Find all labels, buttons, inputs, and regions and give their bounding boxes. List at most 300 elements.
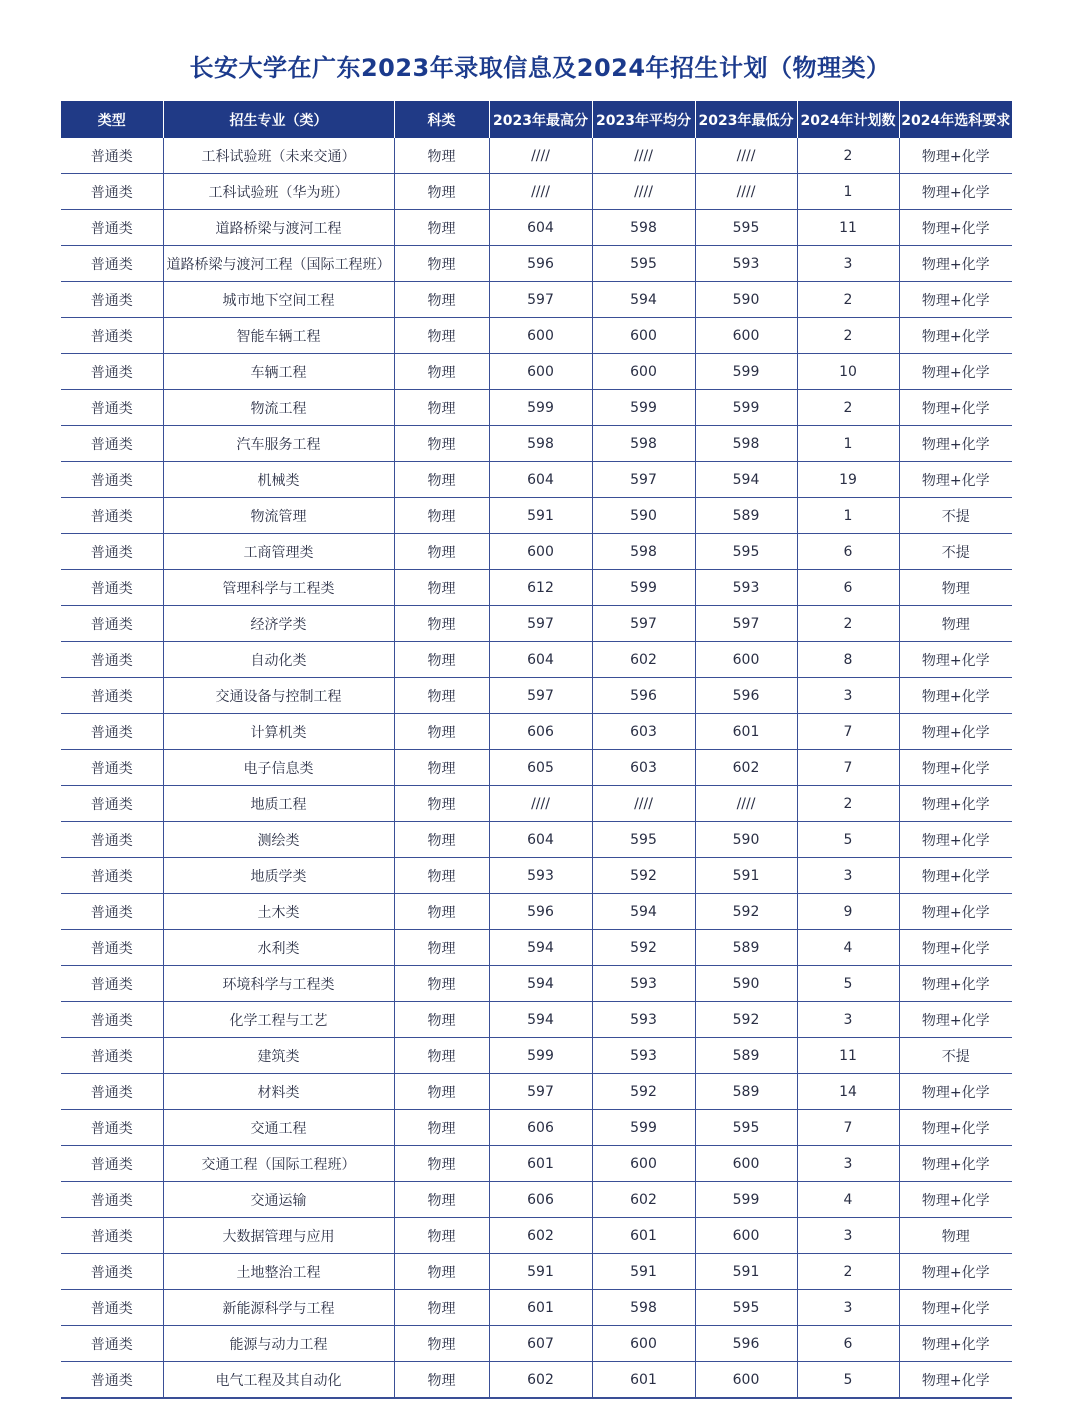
max-score-cell: 596 bbox=[489, 246, 592, 282]
requirement-cell: 物理+化学 bbox=[899, 1254, 1012, 1290]
type-cell: 普通类 bbox=[61, 282, 163, 318]
subject-cell: 物理 bbox=[394, 642, 489, 678]
min-score-cell: 602 bbox=[695, 750, 797, 786]
table-row bbox=[61, 246, 1012, 282]
table-row bbox=[61, 894, 1012, 930]
type-cell: 普通类 bbox=[61, 1038, 163, 1074]
avg-score-cell: 598 bbox=[592, 210, 695, 246]
major-cell: 管理科学与工程类 bbox=[163, 570, 394, 606]
plan-count-cell: 2 bbox=[797, 1254, 899, 1290]
avg-score-cell: 595 bbox=[592, 246, 695, 282]
major-cell: 能源与动力工程 bbox=[163, 1326, 394, 1362]
table-row bbox=[61, 354, 1012, 390]
major-cell: 智能车辆工程 bbox=[163, 318, 394, 354]
type-cell: 普通类 bbox=[61, 1218, 163, 1254]
plan-count-cell: 1 bbox=[797, 174, 899, 210]
avg-score-cell: 594 bbox=[592, 282, 695, 318]
max-score-cell: 602 bbox=[489, 1218, 592, 1254]
max-score-cell: 600 bbox=[489, 318, 592, 354]
avg-score-cell: //// bbox=[592, 138, 695, 174]
table-row bbox=[61, 462, 1012, 498]
requirement-cell: 物理+化学 bbox=[899, 858, 1012, 894]
subject-cell: 物理 bbox=[394, 1218, 489, 1254]
subject-cell: 物理 bbox=[394, 1326, 489, 1362]
table-row bbox=[61, 1110, 1012, 1146]
requirement-cell: 物理+化学 bbox=[899, 174, 1012, 210]
subject-cell: 物理 bbox=[394, 462, 489, 498]
min-score-cell: 600 bbox=[695, 1146, 797, 1182]
requirement-cell: 不提 bbox=[899, 534, 1012, 570]
max-score-cell: 601 bbox=[489, 1290, 592, 1326]
major-cell: 交通工程 bbox=[163, 1110, 394, 1146]
requirement-cell: 物理+化学 bbox=[899, 1326, 1012, 1362]
table-row bbox=[61, 966, 1012, 1002]
requirement-cell: 物理+化学 bbox=[899, 1290, 1012, 1326]
type-cell: 普通类 bbox=[61, 1074, 163, 1110]
subject-cell: 物理 bbox=[394, 678, 489, 714]
type-cell: 普通类 bbox=[61, 534, 163, 570]
max-score-cell: 612 bbox=[489, 570, 592, 606]
subject-cell: 物理 bbox=[394, 786, 489, 822]
max-score-cell: 594 bbox=[489, 966, 592, 1002]
avg-score-cell: 597 bbox=[592, 606, 695, 642]
plan-count-cell: 3 bbox=[797, 246, 899, 282]
avg-score-cell: 600 bbox=[592, 354, 695, 390]
major-cell: 电气工程及其自动化 bbox=[163, 1362, 394, 1399]
type-cell: 普通类 bbox=[61, 966, 163, 1002]
plan-count-cell: 2 bbox=[797, 282, 899, 318]
subject-cell: 物理 bbox=[394, 210, 489, 246]
requirement-cell: 物理+化学 bbox=[899, 462, 1012, 498]
requirement-cell: 物理+化学 bbox=[899, 642, 1012, 678]
min-score-cell: 592 bbox=[695, 1002, 797, 1038]
subject-cell: 物理 bbox=[394, 1074, 489, 1110]
max-score-cell: 594 bbox=[489, 930, 592, 966]
avg-score-cell: 603 bbox=[592, 750, 695, 786]
major-cell: 车辆工程 bbox=[163, 354, 394, 390]
subject-cell: 物理 bbox=[394, 714, 489, 750]
requirement-cell: 物理+化学 bbox=[899, 282, 1012, 318]
max-score-cell: 591 bbox=[489, 1254, 592, 1290]
max-score-cell: 597 bbox=[489, 678, 592, 714]
avg-score-cell: 601 bbox=[592, 1362, 695, 1399]
min-score-cell: 600 bbox=[695, 1362, 797, 1399]
requirement-cell: 物理+化学 bbox=[899, 138, 1012, 174]
type-cell: 普通类 bbox=[61, 462, 163, 498]
max-score-cell: 597 bbox=[489, 282, 592, 318]
max-score-cell: 597 bbox=[489, 1074, 592, 1110]
avg-score-cell: 592 bbox=[592, 930, 695, 966]
plan-count-cell: 8 bbox=[797, 642, 899, 678]
type-cell: 普通类 bbox=[61, 210, 163, 246]
avg-score-cell: //// bbox=[592, 174, 695, 210]
subject-cell: 物理 bbox=[394, 390, 489, 426]
subject-cell: 物理 bbox=[394, 750, 489, 786]
table-row bbox=[61, 282, 1012, 318]
type-cell: 普通类 bbox=[61, 570, 163, 606]
type-cell: 普通类 bbox=[61, 606, 163, 642]
subject-cell: 物理 bbox=[394, 1146, 489, 1182]
max-score-cell: 604 bbox=[489, 210, 592, 246]
major-cell: 经济学类 bbox=[163, 606, 394, 642]
min-score-cell: 595 bbox=[695, 210, 797, 246]
column-header: 2023年平均分 bbox=[592, 101, 695, 138]
min-score-cell: 599 bbox=[695, 390, 797, 426]
max-score-cell: 596 bbox=[489, 894, 592, 930]
table-row bbox=[61, 390, 1012, 426]
min-score-cell: 593 bbox=[695, 570, 797, 606]
avg-score-cell: 592 bbox=[592, 858, 695, 894]
subject-cell: 物理 bbox=[394, 570, 489, 606]
requirement-cell: 物理+化学 bbox=[899, 750, 1012, 786]
min-score-cell: 598 bbox=[695, 426, 797, 462]
major-cell: 测绘类 bbox=[163, 822, 394, 858]
subject-cell: 物理 bbox=[394, 138, 489, 174]
major-cell: 材料类 bbox=[163, 1074, 394, 1110]
major-cell: 大数据管理与应用 bbox=[163, 1218, 394, 1254]
table-row bbox=[61, 822, 1012, 858]
table-row bbox=[61, 138, 1012, 174]
table-row bbox=[61, 426, 1012, 462]
subject-cell: 物理 bbox=[394, 534, 489, 570]
table-row bbox=[61, 1326, 1012, 1362]
min-score-cell: 592 bbox=[695, 894, 797, 930]
min-score-cell: 591 bbox=[695, 858, 797, 894]
requirement-cell: 物理+化学 bbox=[899, 1002, 1012, 1038]
requirement-cell: 物理+化学 bbox=[899, 1074, 1012, 1110]
plan-count-cell: 6 bbox=[797, 534, 899, 570]
min-score-cell: 589 bbox=[695, 1038, 797, 1074]
requirement-cell: 物理+化学 bbox=[899, 678, 1012, 714]
plan-count-cell: 3 bbox=[797, 1218, 899, 1254]
table-row bbox=[61, 1182, 1012, 1218]
requirement-cell: 物理 bbox=[899, 570, 1012, 606]
plan-count-cell: 5 bbox=[797, 1362, 899, 1399]
major-cell: 道路桥梁与渡河工程 bbox=[163, 210, 394, 246]
requirement-cell: 物理+化学 bbox=[899, 786, 1012, 822]
subject-cell: 物理 bbox=[394, 894, 489, 930]
avg-score-cell: 594 bbox=[592, 894, 695, 930]
min-score-cell: 590 bbox=[695, 282, 797, 318]
plan-count-cell: 3 bbox=[797, 678, 899, 714]
major-cell: 交通运输 bbox=[163, 1182, 394, 1218]
major-cell: 土地整治工程 bbox=[163, 1254, 394, 1290]
column-header: 2024年计划数 bbox=[797, 101, 899, 138]
max-score-cell: 606 bbox=[489, 1182, 592, 1218]
avg-score-cell: 597 bbox=[592, 462, 695, 498]
plan-count-cell: 3 bbox=[797, 858, 899, 894]
max-score-cell: 605 bbox=[489, 750, 592, 786]
major-cell: 物流管理 bbox=[163, 498, 394, 534]
plan-count-cell: 6 bbox=[797, 570, 899, 606]
requirement-cell: 物理+化学 bbox=[899, 1146, 1012, 1182]
min-score-cell: 599 bbox=[695, 354, 797, 390]
type-cell: 普通类 bbox=[61, 930, 163, 966]
avg-score-cell: 593 bbox=[592, 1038, 695, 1074]
avg-score-cell: 600 bbox=[592, 1146, 695, 1182]
min-score-cell: 593 bbox=[695, 246, 797, 282]
avg-score-cell: 598 bbox=[592, 1290, 695, 1326]
requirement-cell: 物理+化学 bbox=[899, 354, 1012, 390]
page-title: 长安大学在广东2023年录取信息及2024年招生计划（物理类） bbox=[189, 54, 891, 82]
min-score-cell: 589 bbox=[695, 498, 797, 534]
avg-score-cell: 596 bbox=[592, 678, 695, 714]
avg-score-cell: 600 bbox=[592, 1326, 695, 1362]
table-row bbox=[61, 750, 1012, 786]
max-score-cell: 604 bbox=[489, 462, 592, 498]
type-cell: 普通类 bbox=[61, 1002, 163, 1038]
type-cell: 普通类 bbox=[61, 390, 163, 426]
table-row bbox=[61, 678, 1012, 714]
table-row bbox=[61, 714, 1012, 750]
type-cell: 普通类 bbox=[61, 858, 163, 894]
avg-score-cell: 592 bbox=[592, 1074, 695, 1110]
type-cell: 普通类 bbox=[61, 1182, 163, 1218]
max-score-cell: //// bbox=[489, 138, 592, 174]
table-row bbox=[61, 174, 1012, 210]
major-cell: 自动化类 bbox=[163, 642, 394, 678]
min-score-cell: 591 bbox=[695, 1254, 797, 1290]
major-cell: 城市地下空间工程 bbox=[163, 282, 394, 318]
avg-score-cell: 593 bbox=[592, 1002, 695, 1038]
type-cell: 普通类 bbox=[61, 246, 163, 282]
requirement-cell: 物理+化学 bbox=[899, 1182, 1012, 1218]
column-header: 类型 bbox=[61, 101, 163, 138]
major-cell: 建筑类 bbox=[163, 1038, 394, 1074]
table-row bbox=[61, 1218, 1012, 1254]
table-row bbox=[61, 930, 1012, 966]
requirement-cell: 物理+化学 bbox=[899, 246, 1012, 282]
plan-count-cell: 6 bbox=[797, 1326, 899, 1362]
table-row bbox=[61, 1038, 1012, 1074]
subject-cell: 物理 bbox=[394, 1290, 489, 1326]
plan-count-cell: 1 bbox=[797, 498, 899, 534]
major-cell: 电子信息类 bbox=[163, 750, 394, 786]
major-cell: 地质工程 bbox=[163, 786, 394, 822]
subject-cell: 物理 bbox=[394, 1362, 489, 1399]
table-row bbox=[61, 498, 1012, 534]
avg-score-cell: 598 bbox=[592, 426, 695, 462]
requirement-cell: 物理+化学 bbox=[899, 894, 1012, 930]
major-cell: 交通工程（国际工程班） bbox=[163, 1146, 394, 1182]
min-score-cell: //// bbox=[695, 786, 797, 822]
column-header: 科类 bbox=[394, 101, 489, 138]
table-row bbox=[61, 1290, 1012, 1326]
max-score-cell: 599 bbox=[489, 1038, 592, 1074]
plan-count-cell: 5 bbox=[797, 966, 899, 1002]
plan-count-cell: 7 bbox=[797, 1110, 899, 1146]
subject-cell: 物理 bbox=[394, 354, 489, 390]
min-score-cell: 597 bbox=[695, 606, 797, 642]
type-cell: 普通类 bbox=[61, 498, 163, 534]
max-score-cell: 594 bbox=[489, 1002, 592, 1038]
max-score-cell: 591 bbox=[489, 498, 592, 534]
plan-count-cell: 19 bbox=[797, 462, 899, 498]
major-cell: 地质学类 bbox=[163, 858, 394, 894]
subject-cell: 物理 bbox=[394, 282, 489, 318]
type-cell: 普通类 bbox=[61, 1362, 163, 1399]
major-cell: 物流工程 bbox=[163, 390, 394, 426]
subject-cell: 物理 bbox=[394, 1002, 489, 1038]
requirement-cell: 物理+化学 bbox=[899, 966, 1012, 1002]
type-cell: 普通类 bbox=[61, 714, 163, 750]
subject-cell: 物理 bbox=[394, 966, 489, 1002]
avg-score-cell: 599 bbox=[592, 570, 695, 606]
type-cell: 普通类 bbox=[61, 750, 163, 786]
plan-count-cell: 3 bbox=[797, 1290, 899, 1326]
subject-cell: 物理 bbox=[394, 930, 489, 966]
max-score-cell: //// bbox=[489, 786, 592, 822]
major-cell: 环境科学与工程类 bbox=[163, 966, 394, 1002]
max-score-cell: 604 bbox=[489, 642, 592, 678]
plan-count-cell: 2 bbox=[797, 318, 899, 354]
requirement-cell: 物理+化学 bbox=[899, 210, 1012, 246]
table-body bbox=[61, 138, 1012, 1398]
table-row bbox=[61, 1074, 1012, 1110]
max-score-cell: 606 bbox=[489, 1110, 592, 1146]
min-score-cell: 600 bbox=[695, 1218, 797, 1254]
max-score-cell: 602 bbox=[489, 1362, 592, 1399]
type-cell: 普通类 bbox=[61, 786, 163, 822]
min-score-cell: 600 bbox=[695, 318, 797, 354]
table-row bbox=[61, 318, 1012, 354]
max-score-cell: 601 bbox=[489, 1146, 592, 1182]
type-cell: 普通类 bbox=[61, 174, 163, 210]
subject-cell: 物理 bbox=[394, 498, 489, 534]
major-cell: 道路桥梁与渡河工程（国际工程班） bbox=[163, 246, 394, 282]
avg-score-cell: 591 bbox=[592, 1254, 695, 1290]
plan-count-cell: 11 bbox=[797, 210, 899, 246]
subject-cell: 物理 bbox=[394, 318, 489, 354]
subject-cell: 物理 bbox=[394, 426, 489, 462]
plan-count-cell: 14 bbox=[797, 1074, 899, 1110]
avg-score-cell: 595 bbox=[592, 822, 695, 858]
table-row bbox=[61, 1254, 1012, 1290]
table-row bbox=[61, 210, 1012, 246]
table-row bbox=[61, 534, 1012, 570]
major-cell: 机械类 bbox=[163, 462, 394, 498]
plan-count-cell: 9 bbox=[797, 894, 899, 930]
max-score-cell: 593 bbox=[489, 858, 592, 894]
major-cell: 工商管理类 bbox=[163, 534, 394, 570]
max-score-cell: 604 bbox=[489, 822, 592, 858]
type-cell: 普通类 bbox=[61, 138, 163, 174]
type-cell: 普通类 bbox=[61, 642, 163, 678]
type-cell: 普通类 bbox=[61, 426, 163, 462]
table-header-row bbox=[61, 101, 1012, 138]
avg-score-cell: 599 bbox=[592, 390, 695, 426]
plan-count-cell: 2 bbox=[797, 138, 899, 174]
max-score-cell: 597 bbox=[489, 606, 592, 642]
major-cell: 化学工程与工艺 bbox=[163, 1002, 394, 1038]
column-header: 2024年选科要求 bbox=[899, 101, 1012, 138]
major-cell: 汽车服务工程 bbox=[163, 426, 394, 462]
subject-cell: 物理 bbox=[394, 822, 489, 858]
requirement-cell: 物理+化学 bbox=[899, 714, 1012, 750]
avg-score-cell: 599 bbox=[592, 1110, 695, 1146]
plan-count-cell: 4 bbox=[797, 930, 899, 966]
table-row bbox=[61, 1146, 1012, 1182]
min-score-cell: 589 bbox=[695, 930, 797, 966]
plan-count-cell: 2 bbox=[797, 786, 899, 822]
plan-count-cell: 10 bbox=[797, 354, 899, 390]
requirement-cell: 物理+化学 bbox=[899, 822, 1012, 858]
plan-count-cell: 4 bbox=[797, 1182, 899, 1218]
avg-score-cell: 601 bbox=[592, 1218, 695, 1254]
min-score-cell: 596 bbox=[695, 1326, 797, 1362]
subject-cell: 物理 bbox=[394, 606, 489, 642]
type-cell: 普通类 bbox=[61, 678, 163, 714]
requirement-cell: 物理+化学 bbox=[899, 426, 1012, 462]
subject-cell: 物理 bbox=[394, 1254, 489, 1290]
requirement-cell: 物理+化学 bbox=[899, 1110, 1012, 1146]
min-score-cell: 594 bbox=[695, 462, 797, 498]
table-row bbox=[61, 858, 1012, 894]
type-cell: 普通类 bbox=[61, 1254, 163, 1290]
plan-count-cell: 5 bbox=[797, 822, 899, 858]
min-score-cell: 590 bbox=[695, 966, 797, 1002]
type-cell: 普通类 bbox=[61, 354, 163, 390]
avg-score-cell: 598 bbox=[592, 534, 695, 570]
min-score-cell: //// bbox=[695, 174, 797, 210]
max-score-cell: 599 bbox=[489, 390, 592, 426]
type-cell: 普通类 bbox=[61, 894, 163, 930]
requirement-cell: 不提 bbox=[899, 498, 1012, 534]
min-score-cell: 601 bbox=[695, 714, 797, 750]
subject-cell: 物理 bbox=[394, 1182, 489, 1218]
min-score-cell: 596 bbox=[695, 678, 797, 714]
column-header: 招生专业（类） bbox=[163, 101, 394, 138]
max-score-cell: 607 bbox=[489, 1326, 592, 1362]
max-score-cell: //// bbox=[489, 174, 592, 210]
table-row bbox=[61, 606, 1012, 642]
avg-score-cell: 600 bbox=[592, 318, 695, 354]
requirement-cell: 物理+化学 bbox=[899, 390, 1012, 426]
min-score-cell: 589 bbox=[695, 1074, 797, 1110]
subject-cell: 物理 bbox=[394, 174, 489, 210]
min-score-cell: 590 bbox=[695, 822, 797, 858]
subject-cell: 物理 bbox=[394, 246, 489, 282]
min-score-cell: //// bbox=[695, 138, 797, 174]
major-cell: 计算机类 bbox=[163, 714, 394, 750]
min-score-cell: 599 bbox=[695, 1182, 797, 1218]
avg-score-cell: 602 bbox=[592, 1182, 695, 1218]
plan-count-cell: 11 bbox=[797, 1038, 899, 1074]
max-score-cell: 598 bbox=[489, 426, 592, 462]
requirement-cell: 不提 bbox=[899, 1038, 1012, 1074]
table-row bbox=[61, 786, 1012, 822]
min-score-cell: 595 bbox=[695, 1290, 797, 1326]
type-cell: 普通类 bbox=[61, 822, 163, 858]
type-cell: 普通类 bbox=[61, 318, 163, 354]
subject-cell: 物理 bbox=[394, 1110, 489, 1146]
avg-score-cell: 602 bbox=[592, 642, 695, 678]
min-score-cell: 600 bbox=[695, 642, 797, 678]
type-cell: 普通类 bbox=[61, 1326, 163, 1362]
avg-score-cell: //// bbox=[592, 786, 695, 822]
requirement-cell: 物理+化学 bbox=[899, 318, 1012, 354]
max-score-cell: 600 bbox=[489, 534, 592, 570]
admission-table bbox=[61, 101, 1012, 1399]
table-row bbox=[61, 642, 1012, 678]
min-score-cell: 595 bbox=[695, 1110, 797, 1146]
plan-count-cell: 7 bbox=[797, 750, 899, 786]
column-header: 2023年最高分 bbox=[489, 101, 592, 138]
major-cell: 工科试验班（华为班） bbox=[163, 174, 394, 210]
type-cell: 普通类 bbox=[61, 1146, 163, 1182]
plan-count-cell: 3 bbox=[797, 1002, 899, 1038]
max-score-cell: 606 bbox=[489, 714, 592, 750]
